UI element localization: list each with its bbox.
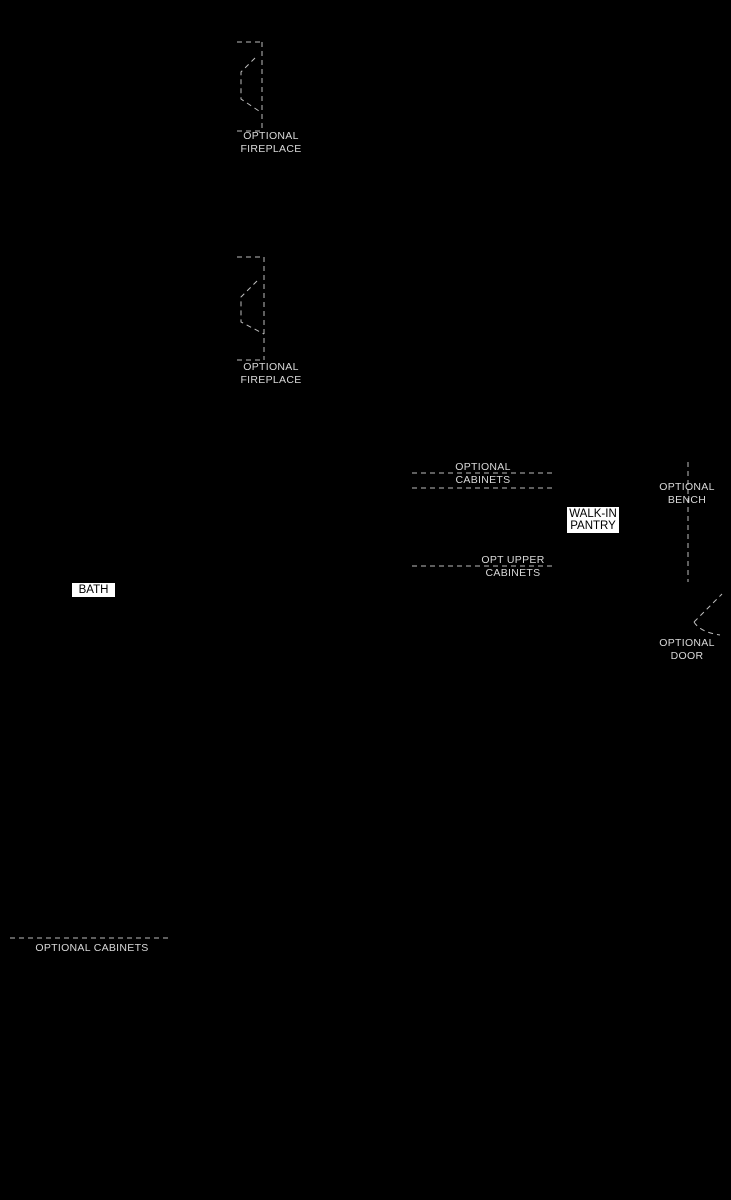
pantry-tag-line2: PANTRY (570, 520, 616, 532)
fireplace-1-label-line2: FIREPLACE (240, 142, 302, 155)
door-label-line2: DOOR (670, 649, 704, 662)
upper-cabinets-label-line1: OPT UPPER (481, 554, 545, 566)
optional-cabinets-label-line1: OPTIONAL (455, 461, 511, 473)
walk-in-pantry-tag (567, 507, 619, 533)
fireplace-2-label-line2: FIREPLACE (240, 373, 302, 386)
fireplace-2-outline (237, 257, 264, 360)
optional-door-swing (694, 594, 722, 635)
fireplace-2-label-line1: OPTIONAL (243, 361, 299, 373)
fireplace-1-outline (237, 42, 262, 131)
door-label-line1: OPTIONAL (659, 637, 715, 649)
optional-door-label (651, 637, 723, 662)
optional-bench-label (651, 481, 723, 506)
upper-cabinets-label (474, 554, 552, 579)
bench-label-line1: OPTIONAL (659, 481, 715, 493)
fireplace-2-label (236, 361, 306, 386)
upper-cabinets-label-line2: CABINETS (485, 566, 541, 579)
fireplace-1-label (236, 130, 306, 155)
bench-label-line2: BENCH (667, 493, 707, 506)
optional-cabinets-label (444, 461, 522, 486)
fireplace-1-label-line1: OPTIONAL (243, 130, 299, 142)
bottom-optional-cabinets-label (12, 942, 172, 955)
optional-cabinets-label-line2: CABINETS (455, 473, 511, 486)
bottom-cabinets-label-text: OPTIONAL CABINETS (35, 942, 149, 954)
bath-tag (72, 583, 115, 597)
bath-tag-text: BATH (78, 584, 109, 596)
pantry-tag-line1: WALK-IN (569, 508, 617, 520)
